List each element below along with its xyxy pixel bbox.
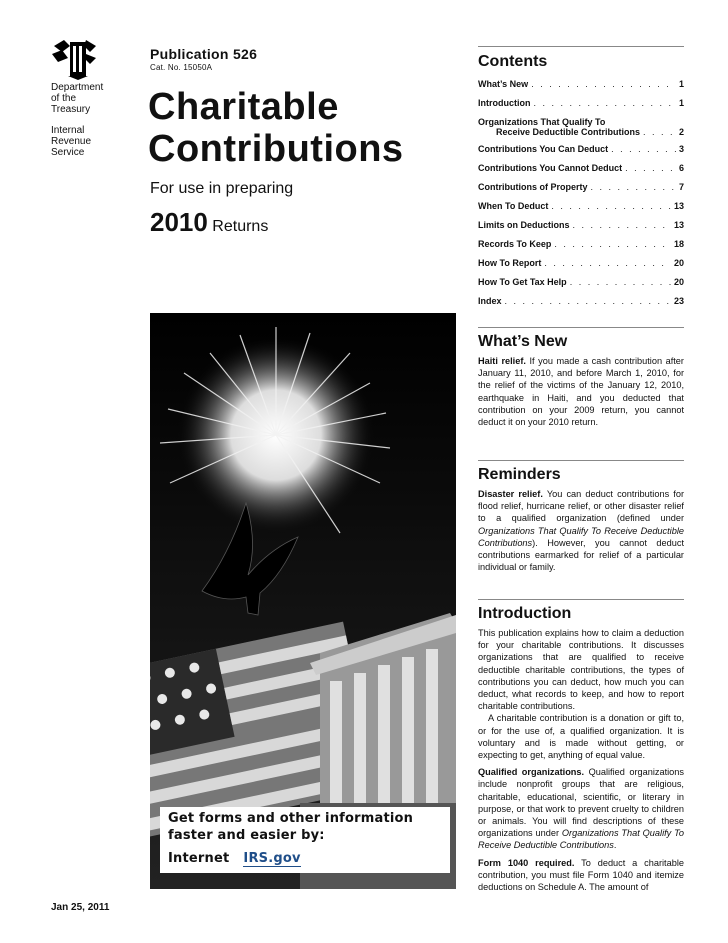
irs-eagle-logo xyxy=(50,36,98,80)
publication-date: Jan 25, 2011 xyxy=(51,902,110,913)
toc-item[interactable]: When To Deduct . . . 13 xyxy=(478,201,684,220)
whats-new-paragraph: Haiti relief. If you made a cash contribution after January 11, 2010, and before March 1, 2010, for the relief of the victims of the January 12, 2010, earthquake in Haiti, and you deducted that contribution on your 2009 return, you cannot deduct it on your 2010 return. xyxy=(478,356,684,428)
toc-item[interactable]: Contributions of Property . . . 7 xyxy=(478,182,684,201)
for-use-text: For use in preparing xyxy=(150,180,294,197)
department-name: Department of the Treasury xyxy=(51,82,104,115)
introduction-heading: Introduction xyxy=(478,605,572,622)
reminders-section xyxy=(478,460,684,573)
toc-item[interactable]: Introduction . . . 1 xyxy=(478,98,684,117)
toc-item[interactable]: Contributions You Can Deduct . . . 3 xyxy=(478,144,684,163)
toc-item[interactable]: Limits on Deductions . . . 13 xyxy=(478,220,684,239)
agency-block xyxy=(51,82,103,158)
toc-item[interactable]: How To Get Tax Help . . . 20 xyxy=(478,277,684,296)
promo-line-2: faster and easier by: xyxy=(168,828,325,843)
introduction-section xyxy=(478,599,684,893)
promo-box xyxy=(160,807,450,873)
toc-item[interactable]: Records To Keep . . . 18 xyxy=(478,239,684,258)
irs-gov-link[interactable]: IRS.gov xyxy=(243,851,301,866)
form-1040-paragraph: Form 1040 required. To deduct a charitable contribution, you must file Form 1040 and itemize deductions on Schedule A. The amount of xyxy=(478,857,684,893)
tax-year: 2010 Returns xyxy=(150,207,269,237)
whats-new-section xyxy=(478,327,684,428)
fireworks-eagle-flag-courthouse-image xyxy=(150,313,456,889)
intro-paragraph-2: A charitable contribution is a donation or gift to, or for the use of, a qualified organization. It is voluntary and is made without getting, or expecting to get, anything of equal value. xyxy=(478,713,684,761)
internet-label: Internet xyxy=(168,851,230,866)
toc-item[interactable]: What’s New . . . 1 xyxy=(478,79,684,98)
intro-paragraph-1: This publication explains how to claim a deduction for your charitable contributions. It discusses organizations that are qualified to receive deductible charitable contributions, the types of contributions you can deduct, how much you can deduct, what records to keep, and how to report charitable contributions. xyxy=(478,628,684,712)
page-title: Charitable Contributions xyxy=(148,86,404,170)
reminders-paragraph: Disaster relief. You can deduct contributions for flood relief, hurricane relief, or other disaster relief to a qualified organization (defined under Organizations That Qualify To Receive Deductible Contributions). However, you cannot deduct contributions earmarked for relief of a particular individual or family. xyxy=(478,489,684,573)
toc-item[interactable]: How To Report . . . 20 xyxy=(478,258,684,277)
toc-item[interactable]: Index . . . 23 xyxy=(478,296,684,315)
whats-new-heading: What’s New xyxy=(478,333,568,350)
toc-item[interactable]: Organizations That Qualify To Receive Deductible Contributions . . . 2 xyxy=(478,117,684,144)
qualified-organizations-paragraph: Qualified organizations. Qualified organizations include nonprofit groups that are religious, charitable, educational, scientific, or literary in purpose, or that work to prevent cruelty to children or animals. You will find descriptions of these organizations under Organizations That Qualify To Receive Deductible Contributions. xyxy=(478,767,684,851)
cover-illustration xyxy=(150,313,456,889)
divider xyxy=(478,46,684,47)
service-name: Internal Revenue Service xyxy=(51,125,92,158)
reminders-heading: Reminders xyxy=(478,466,561,483)
divider xyxy=(478,599,684,600)
divider xyxy=(478,460,684,461)
catalog-number: Cat. No. 15050A xyxy=(150,63,213,72)
toc-item[interactable]: Contributions You Cannot Deduct . . . 6 xyxy=(478,163,684,182)
promo-line-1: Get forms and other information xyxy=(168,811,414,826)
divider xyxy=(478,327,684,328)
contents-section xyxy=(478,46,684,315)
promo-line-3 xyxy=(168,851,301,866)
publication-number: Publication 526 xyxy=(150,46,258,62)
contents-heading: Contents xyxy=(478,53,548,70)
